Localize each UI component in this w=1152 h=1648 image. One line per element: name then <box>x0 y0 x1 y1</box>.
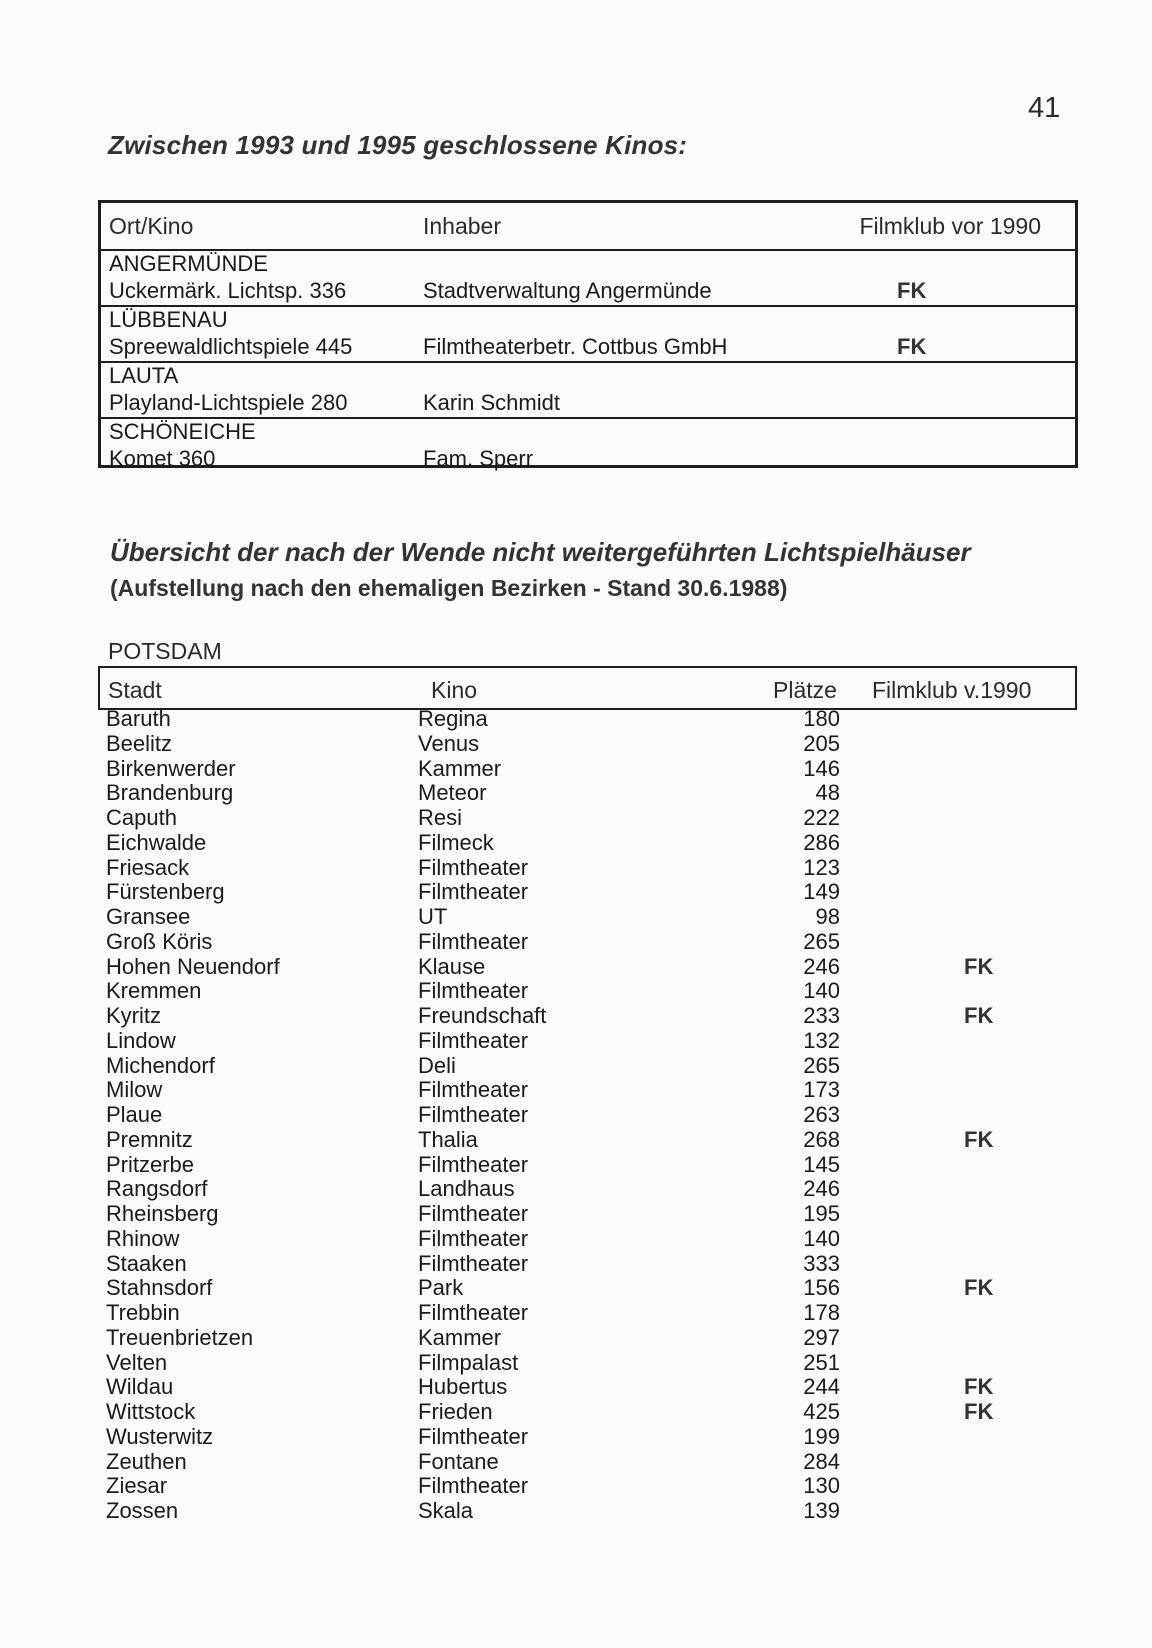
closed-cinemas-table <box>98 200 1078 471</box>
cinema-name: Filmtheater <box>418 1151 529 1177</box>
cinema-name: Filmtheater <box>418 1300 529 1325</box>
cinema-city: Caputh <box>106 805 177 830</box>
cinema-name: Filmtheater <box>418 1423 529 1449</box>
cinema-name: Filmtheater <box>418 1225 529 1251</box>
list-item <box>98 1227 1078 1252</box>
list-item <box>98 880 1078 905</box>
cinema-seats: 195 <box>803 1201 840 1226</box>
cinema-name: Filmtheater <box>418 978 529 1004</box>
cinema-seats: 263 <box>803 1102 840 1127</box>
cinema-name: Filmpalast <box>418 1349 519 1375</box>
row-kino: Uckermärk. Lichtsp. 336 <box>109 278 347 303</box>
cinema-filmklub: FK <box>964 953 994 979</box>
header-inhaber: Inhaber <box>423 213 502 239</box>
row-owner: Fam. Sperr <box>423 446 534 471</box>
cinema-city: Brandenburg <box>106 780 234 806</box>
cinema-city: Friesack <box>106 854 190 880</box>
cinema-city: Kyritz <box>106 1003 161 1028</box>
cinema-seats: 132 <box>803 1027 840 1053</box>
header-stadt: Stadt <box>108 677 162 703</box>
cinema-seats: 284 <box>803 1448 840 1474</box>
cinema-seats: 297 <box>803 1324 840 1350</box>
cinema-seats: 140 <box>803 1225 840 1251</box>
cinema-seats: 251 <box>803 1349 840 1375</box>
cinema-name: Freundschaft <box>418 1003 547 1028</box>
row-owner: Filmtheaterbetr. Cottbus GmbH <box>423 334 728 359</box>
cinema-city: Zossen <box>106 1498 179 1523</box>
cinema-name: Filmeck <box>418 829 494 855</box>
cinema-filmklub: FK <box>964 1126 994 1152</box>
cinema-seats: 246 <box>803 1176 840 1202</box>
cinema-name: UT <box>418 904 448 929</box>
cinema-name: Filmtheater <box>418 1027 529 1053</box>
row-kino: Playland-Lichtspiele 280 <box>109 390 348 415</box>
cinema-seats: 268 <box>803 1126 840 1152</box>
cinema-city: Staaken <box>106 1250 187 1276</box>
cinema-city: Eichwalde <box>106 829 207 855</box>
list-item <box>98 757 1078 782</box>
cinema-city: Baruth <box>106 706 171 731</box>
district-label: POTSDAM <box>108 638 222 664</box>
cinema-seats: 246 <box>803 953 840 979</box>
cinema-seats: 146 <box>803 755 840 781</box>
list-item <box>98 905 1078 930</box>
cinema-name: Deli <box>418 1052 456 1078</box>
page-number: 41 <box>1028 92 1061 124</box>
cinema-seats: 205 <box>803 730 840 756</box>
list-item <box>98 707 1078 732</box>
cinema-city: Zeuthen <box>106 1448 187 1474</box>
cinema-name: Resi <box>418 805 463 830</box>
list-item <box>98 1450 1078 1475</box>
cinema-name: Park <box>418 1275 464 1301</box>
cinema-name: Skala <box>418 1498 474 1523</box>
cinema-city: Kremmen <box>106 978 202 1004</box>
cinema-city: Premnitz <box>106 1126 193 1152</box>
header-filmklub: Filmklub vor 1990 <box>859 213 1041 239</box>
cinema-city: Rhinow <box>106 1225 180 1251</box>
cinema-city: Wusterwitz <box>106 1423 214 1449</box>
row-filmklub: FK <box>897 278 927 303</box>
cinema-city: Rangsdorf <box>106 1176 208 1202</box>
list-item <box>98 1351 1078 1376</box>
list-item <box>98 1276 1078 1301</box>
row-kino: Spreewaldlichtspiele 445 <box>109 334 353 359</box>
list-item <box>98 1375 1078 1400</box>
cinema-city: Groß Köris <box>106 928 213 954</box>
cinema-filmklub: FK <box>964 1003 994 1028</box>
cinema-city: Wittstock <box>106 1399 196 1424</box>
cinema-seats: 333 <box>803 1250 840 1276</box>
list-item <box>98 1202 1078 1227</box>
list-item <box>98 1004 1078 1029</box>
row-town: LÜBBENAU <box>109 307 228 332</box>
cinema-city: Trebbin <box>106 1300 180 1325</box>
cinema-filmklub: FK <box>964 1275 994 1301</box>
list-item <box>98 1252 1078 1277</box>
cinema-city: Lindow <box>106 1027 176 1053</box>
cinema-city: Michendorf <box>106 1052 215 1078</box>
cinema-city: Hohen Neuendorf <box>106 953 280 979</box>
list-item <box>98 1054 1078 1079</box>
cinema-name: Landhaus <box>418 1176 515 1202</box>
cinema-seats: 265 <box>803 928 840 954</box>
cinema-filmklub: FK <box>964 1399 994 1424</box>
cinema-name: Frieden <box>418 1399 493 1424</box>
list-item <box>98 1400 1078 1425</box>
cinema-seats: 98 <box>815 904 840 929</box>
cinema-name: Klause <box>418 953 486 979</box>
list-item <box>98 1499 1078 1524</box>
closed-table-row <box>101 419 1075 473</box>
cinema-name: Filmtheater <box>418 1102 529 1127</box>
cinema-seats: 130 <box>803 1473 840 1499</box>
cinema-city: Pritzerbe <box>106 1151 195 1177</box>
cinema-name: Hubertus <box>418 1374 508 1400</box>
closed-table-row <box>101 251 1075 307</box>
cinema-name: Filmtheater <box>418 879 529 905</box>
cinema-seats: 233 <box>803 1003 840 1028</box>
list-item <box>98 1029 1078 1054</box>
header-plaetze: Plätze <box>773 677 837 703</box>
list-item <box>98 1474 1078 1499</box>
cinema-city: Ziesar <box>106 1473 168 1499</box>
cinema-city: Gransee <box>106 904 191 929</box>
list-item <box>98 781 1078 806</box>
cinema-city: Beelitz <box>106 730 173 756</box>
cinema-seats: 145 <box>803 1151 840 1177</box>
closed-table-row <box>101 307 1075 363</box>
list-item <box>98 1128 1078 1153</box>
cinema-name: Fontane <box>418 1448 499 1474</box>
cinema-city: Fürstenberg <box>106 879 225 905</box>
list-item <box>98 1078 1078 1103</box>
closed-table-row <box>101 363 1075 419</box>
cinema-city: Stahnsdorf <box>106 1275 213 1301</box>
list-item <box>98 856 1078 881</box>
cinema-city: Treuenbrietzen <box>106 1324 254 1350</box>
list-item <box>98 979 1078 1004</box>
row-town: LAUTA <box>109 363 179 388</box>
cinema-seats: 265 <box>803 1052 840 1078</box>
cinema-name: Filmtheater <box>418 1250 529 1276</box>
cinema-seats: 180 <box>803 706 840 731</box>
cinema-seats: 222 <box>803 805 840 830</box>
cinema-seats: 178 <box>803 1300 840 1325</box>
closed-table-header <box>101 203 1075 251</box>
cinema-name: Kammer <box>418 755 502 781</box>
list-item <box>98 732 1078 757</box>
list-item <box>98 1153 1078 1178</box>
cinema-city: Plaue <box>106 1102 163 1127</box>
cinema-list <box>98 707 1078 1524</box>
cinema-city: Rheinsberg <box>106 1201 219 1226</box>
cinema-name: Filmtheater <box>418 854 529 880</box>
cinema-name: Venus <box>418 730 480 756</box>
overview-heading: Übersicht der nach der Wende nicht weitergeführten Lichtspielhäuser <box>110 537 971 567</box>
cinema-seats: 156 <box>803 1275 840 1301</box>
header-kino: Kino <box>431 677 478 703</box>
cinema-name: Filmtheater <box>418 928 529 954</box>
header-ort-kino: Ort/Kino <box>109 213 194 239</box>
cinema-city: Velten <box>106 1349 168 1375</box>
row-owner: Stadtverwaltung Angermünde <box>423 278 712 303</box>
cinema-name: Thalia <box>418 1126 478 1152</box>
row-filmklub: FK <box>897 334 927 359</box>
list-item <box>98 1103 1078 1128</box>
cinema-city: Birkenwerder <box>106 755 236 781</box>
list-item <box>98 1326 1078 1351</box>
list-item <box>98 1425 1078 1450</box>
cinema-name: Kammer <box>418 1324 502 1350</box>
cinema-seats: 48 <box>815 780 840 806</box>
cinema-city: Milow <box>106 1077 163 1103</box>
cinema-filmklub: FK <box>964 1374 994 1400</box>
row-owner: Karin Schmidt <box>423 390 560 415</box>
closed-cinemas-heading: Zwischen 1993 und 1995 geschlossene Kinos: <box>108 130 688 160</box>
cinema-name: Filmtheater <box>418 1201 529 1226</box>
cinema-seats: 149 <box>803 879 840 905</box>
cinema-list-header <box>98 666 1077 710</box>
cinema-name: Filmtheater <box>418 1473 529 1499</box>
cinema-name: Meteor <box>418 780 487 806</box>
list-item <box>98 930 1078 955</box>
row-kino: Komet 360 <box>109 446 216 471</box>
list-item <box>98 806 1078 831</box>
list-item <box>98 1177 1078 1202</box>
cinema-seats: 244 <box>803 1374 840 1400</box>
header-filmklub: Filmklub v.1990 <box>872 677 1032 703</box>
cinema-seats: 173 <box>803 1077 840 1103</box>
list-item <box>98 831 1078 856</box>
row-town: SCHÖNEICHE <box>109 419 256 444</box>
cinema-seats: 199 <box>803 1423 840 1449</box>
row-town: ANGERMÜNDE <box>109 251 268 276</box>
cinema-city: Wildau <box>106 1374 174 1400</box>
list-item <box>98 1301 1078 1326</box>
list-item <box>98 955 1078 980</box>
cinema-seats: 425 <box>803 1399 840 1424</box>
cinema-seats: 123 <box>803 854 840 880</box>
cinema-seats: 140 <box>803 978 840 1004</box>
cinema-seats: 286 <box>803 829 840 855</box>
cinema-name: Filmtheater <box>418 1077 529 1103</box>
cinema-name: Regina <box>418 706 488 731</box>
cinema-seats: 139 <box>803 1498 840 1523</box>
overview-subheading: (Aufstellung nach den ehemaligen Bezirken - Stand 30.6.1988) <box>110 575 788 601</box>
